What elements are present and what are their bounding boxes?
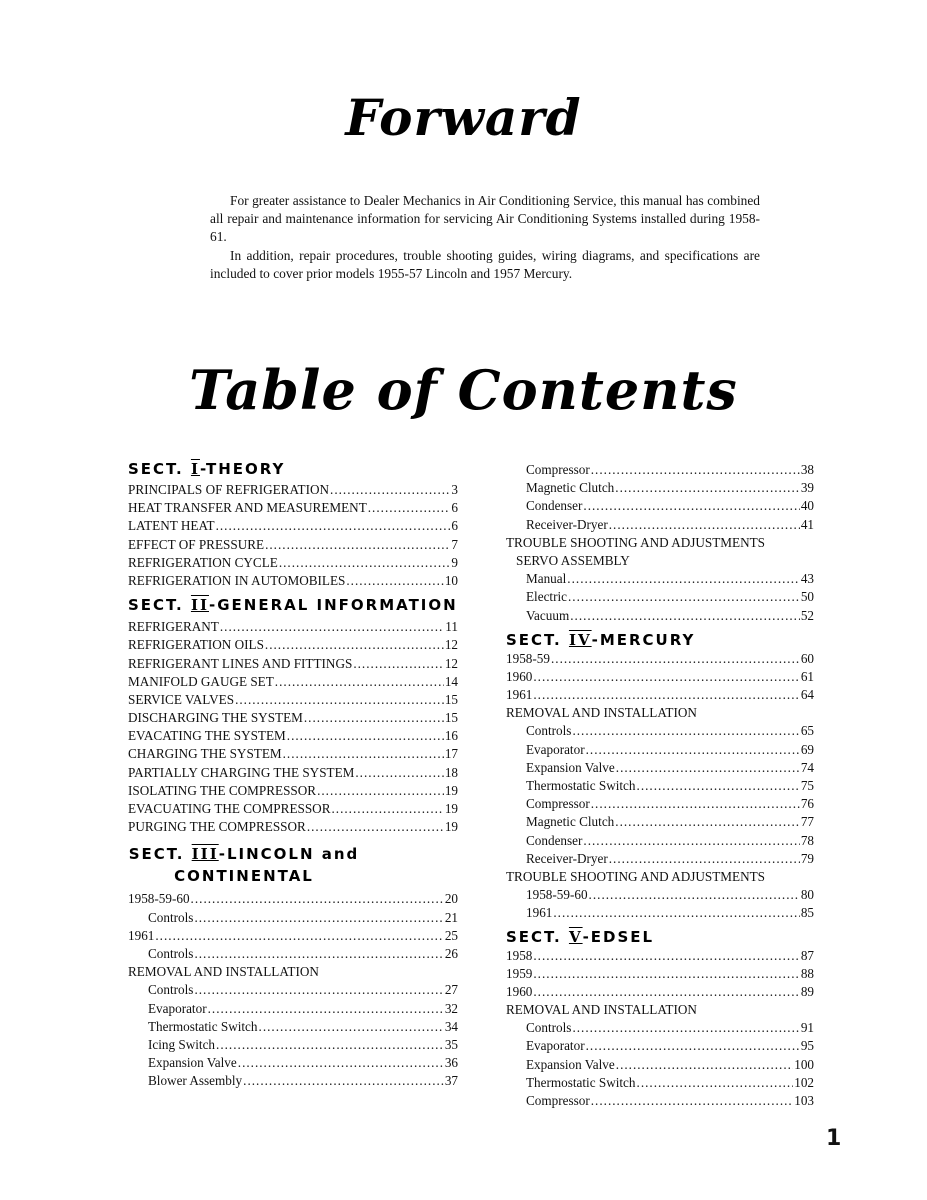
- toc-entry-label: Compressor: [526, 462, 590, 477]
- toc-entry-label: PARTIALLY CHARGING THE SYSTEM: [128, 764, 355, 780]
- toc-entry-page: 61: [800, 668, 814, 684]
- lincoln-removal-entries: [128, 982, 458, 1091]
- toc-entry-page: 19: [444, 819, 458, 835]
- dot-leader: [208, 1001, 444, 1017]
- mercury-entries: [506, 651, 814, 706]
- toc-entry-label: ISOLATING THE COMPRESSOR: [128, 782, 317, 798]
- toc-entry-page: 64: [800, 687, 814, 703]
- toc-entry-label: CHARGING THE SYSTEM: [128, 746, 282, 762]
- toc-entry-page: 27: [444, 982, 458, 998]
- page-number: 1: [826, 1126, 842, 1151]
- toc-entry-page: 18: [444, 764, 458, 780]
- toc-entry-page: 36: [444, 1055, 458, 1071]
- toc-entry-page: 10: [444, 572, 458, 588]
- forward-paragraph: For greater assistance to Dealer Mechanics in Air Conditioning Service, this manual has combined all repair and maintenance information for servicing Air Conditioning Systems installed during 1958-61.: [210, 193, 760, 245]
- toc-entry-page: 85: [800, 905, 814, 921]
- toc-entry: [128, 728, 458, 746]
- dot-leader: [553, 905, 799, 921]
- dot-leader: [533, 984, 799, 1000]
- dot-leader: [287, 728, 444, 744]
- toc-entry: [506, 517, 814, 535]
- toc-entry-page: 15: [444, 691, 458, 707]
- toc-entry-page: 52: [800, 607, 814, 623]
- toc-entry-label: Magnetic Clutch: [526, 480, 615, 496]
- toc-entry-page: 88: [800, 965, 814, 981]
- removal-heading: REMOVAL AND INSTALLATION: [506, 1002, 697, 1018]
- toc-entry-page: 38: [800, 462, 814, 477]
- dot-leader: [368, 500, 451, 516]
- dot-leader: [346, 573, 443, 589]
- dot-leader: [609, 517, 800, 533]
- dot-leader: [637, 778, 800, 794]
- toc-entry-page: 78: [800, 832, 814, 848]
- toc-entry: [128, 1001, 458, 1019]
- toc-entry-page: 7: [451, 536, 458, 552]
- toc-entry-label: PRINCIPALS OF REFRIGERATION: [128, 482, 330, 497]
- toc-entry-label: Icing Switch: [148, 1036, 216, 1052]
- toc-entry-label: Controls: [526, 723, 572, 739]
- toc-entry-page: 50: [800, 589, 814, 605]
- toc-entry-label: Thermostatic Switch: [526, 1074, 636, 1090]
- toc-entry-page: 100: [794, 1056, 814, 1072]
- toc-entry-label: Condenser: [526, 832, 583, 848]
- toc-entry: [506, 948, 814, 966]
- toc-entry: [128, 928, 458, 946]
- toc-entry-label: 1961: [506, 687, 533, 703]
- toc-entry-label: SERVICE VALVES: [128, 691, 235, 707]
- toc-entry: [506, 796, 814, 814]
- toc-entry: [128, 656, 458, 674]
- toc-entry: [128, 746, 458, 764]
- removal-heading: REMOVAL AND INSTALLATION: [128, 964, 319, 980]
- toc-entry-page: 79: [800, 850, 814, 866]
- toc-entry-label: Controls: [148, 945, 194, 961]
- toc-entry-label: REFRIGERANT LINES AND FITTINGS: [128, 655, 353, 671]
- toc-entry: [128, 1055, 458, 1073]
- toc-entry: [506, 778, 814, 796]
- toc-entry-label: Thermostatic Switch: [148, 1018, 258, 1034]
- dot-leader: [609, 851, 800, 867]
- dot-leader: [583, 498, 799, 514]
- trouble-shooting-heading: TROUBLE SHOOTING AND ADJUSTMENTS: [506, 868, 765, 884]
- toc-entry-label: EVACATING THE SYSTEM: [128, 728, 286, 744]
- toc-entry: [128, 1019, 458, 1037]
- toc-entry: [128, 500, 458, 518]
- toc-entry: [128, 482, 458, 500]
- toc-entry: [506, 1075, 814, 1093]
- mercury-removal-entries: [506, 723, 814, 869]
- toc-entry: [506, 905, 814, 923]
- toc-entry: [128, 801, 458, 819]
- dot-leader: [265, 537, 450, 553]
- dot-leader: [307, 819, 444, 835]
- dot-leader: [637, 1075, 794, 1091]
- toc-entry: [128, 783, 458, 801]
- toc-entry-page: 103: [794, 1093, 814, 1108]
- toc-entry-label: EFFECT OF PRESSURE: [128, 536, 265, 552]
- toc-entry-page: 69: [800, 741, 814, 757]
- toc-entry-page: 3: [451, 482, 458, 497]
- toc-entry-page: 12: [444, 637, 458, 653]
- toc-entry: [506, 887, 814, 905]
- toc-entry-page: 60: [800, 650, 814, 666]
- toc-entry: [506, 1020, 814, 1038]
- dot-leader: [533, 948, 799, 964]
- toc-entry: [128, 891, 458, 909]
- toc-entry-label: Electric: [526, 589, 567, 605]
- trouble-shooting-heading: TROUBLE SHOOTING AND ADJUSTMENTS: [506, 534, 765, 550]
- toc-entry: [506, 1093, 814, 1111]
- dot-leader: [194, 946, 443, 962]
- mercury-trouble-entries: [506, 887, 814, 923]
- toc-entry-page: 21: [444, 909, 458, 925]
- toc-entry-page: 6: [451, 518, 458, 534]
- toc-entry-label: 1961: [526, 905, 553, 921]
- dot-leader: [355, 765, 443, 781]
- toc-entry-page: 32: [444, 1000, 458, 1016]
- toc-title: Table of Contents: [189, 358, 738, 422]
- dot-leader: [591, 1093, 793, 1109]
- toc-entry-page: 37: [444, 1073, 458, 1089]
- toc-entry-label: DISCHARGING THE SYSTEM: [128, 710, 303, 726]
- dot-leader: [353, 656, 443, 672]
- dot-leader: [155, 928, 443, 944]
- dot-leader: [570, 608, 800, 624]
- toc-entry-label: Controls: [148, 909, 194, 925]
- toc-entry-page: 75: [800, 778, 814, 793]
- section-heading-mercury: SECT. IV-MERCURY: [506, 630, 696, 649]
- toc-entry-page: 65: [800, 723, 814, 739]
- toc-entry-label: Evaporator: [526, 741, 585, 757]
- toc-entry: [128, 1037, 458, 1055]
- toc-entry-page: 35: [444, 1036, 458, 1052]
- toc-entry-page: 15: [444, 710, 458, 726]
- toc-entry: [506, 966, 814, 984]
- toc-entry-label: 1958-59-60: [128, 891, 190, 907]
- toc-entry-label: Evaporator: [526, 1038, 585, 1054]
- toc-entry: [128, 1073, 458, 1091]
- toc-entry: [128, 537, 458, 555]
- dot-leader: [283, 746, 444, 762]
- toc-entry: [128, 982, 458, 1000]
- dot-leader: [331, 801, 443, 817]
- toc-entry: [128, 910, 458, 928]
- dot-leader: [589, 887, 800, 903]
- toc-entry-page: 26: [444, 945, 458, 961]
- toc-entry: [506, 760, 814, 778]
- dot-leader: [220, 619, 444, 635]
- toc-entry-label: Compressor: [526, 1093, 590, 1108]
- forward-text: [210, 192, 760, 283]
- theory-entries: [128, 482, 458, 591]
- toc-right-column: [506, 462, 814, 1111]
- toc-entry-label: Magnetic Clutch: [526, 814, 615, 830]
- toc-entry-label: REFRIGERATION OILS: [128, 637, 264, 653]
- lincoln-entries: [128, 891, 458, 964]
- toc-entry-page: 87: [800, 947, 814, 963]
- toc-entry: [506, 608, 814, 626]
- toc-entry-label: Thermostatic Switch: [526, 778, 636, 793]
- toc-entry-label: EVACUATING THE COMPRESSOR: [128, 801, 331, 816]
- dot-leader: [235, 692, 444, 708]
- dot-leader: [216, 518, 451, 534]
- toc-entry-page: 19: [444, 782, 458, 798]
- toc-entry: [506, 498, 814, 516]
- toc-entry-label: 1958-59-60: [526, 887, 588, 903]
- toc-entry-label: Receiver-Dryer: [526, 516, 608, 532]
- dot-leader: [615, 814, 800, 830]
- dot-leader: [567, 571, 800, 587]
- toc-entry-page: 14: [444, 673, 458, 689]
- toc-entry-label: Vacuum: [526, 607, 570, 623]
- toc-entry: [128, 710, 458, 728]
- dot-leader: [572, 1020, 799, 1036]
- toc-entry-page: 41: [800, 516, 814, 532]
- toc-entry: [128, 765, 458, 783]
- dot-leader: [317, 783, 444, 799]
- toc-entry-page: 77: [800, 814, 814, 830]
- dot-leader: [243, 1073, 444, 1089]
- toc-entry-label: Expansion Valve: [526, 1056, 615, 1072]
- dot-leader: [586, 1038, 800, 1054]
- dot-leader: [616, 1057, 793, 1073]
- toc-entry-page: 6: [451, 500, 458, 516]
- toc-entry-label: Controls: [148, 982, 194, 998]
- toc-entry: [128, 692, 458, 710]
- dot-leader: [533, 966, 799, 982]
- toc-entry-label: REFRIGERANT: [128, 619, 219, 635]
- toc-entry-label: Manual: [526, 571, 567, 587]
- toc-entry: [128, 555, 458, 573]
- forward-title: Forward: [345, 88, 582, 147]
- toc-entry-label: 1961: [128, 927, 155, 943]
- toc-entry: [506, 687, 814, 705]
- toc-entry: [506, 742, 814, 760]
- toc-entry: [506, 814, 814, 832]
- dot-leader: [591, 796, 800, 812]
- dot-leader: [238, 1055, 444, 1071]
- toc-entry: [128, 674, 458, 692]
- dot-leader: [615, 480, 800, 496]
- toc-entry: [506, 984, 814, 1002]
- lincoln-removal-entries-continued: [506, 462, 814, 535]
- dot-leader: [259, 1019, 444, 1035]
- toc-entry-label: REFRIGERATION IN AUTOMOBILES: [128, 572, 346, 588]
- toc-entry-label: 1959: [506, 965, 533, 981]
- toc-entry: [128, 573, 458, 591]
- dot-leader: [194, 910, 443, 926]
- toc-entry-label: Blower Assembly: [148, 1073, 243, 1089]
- dot-leader: [568, 589, 800, 605]
- toc-entry-label: LATENT HEAT: [128, 518, 215, 534]
- toc-entry-page: 12: [444, 655, 458, 671]
- removal-heading: REMOVAL AND INSTALLATION: [506, 705, 697, 721]
- toc-entry-page: 19: [444, 801, 458, 816]
- servo-entries: [506, 571, 814, 626]
- toc-entry-page: 95: [800, 1038, 814, 1054]
- toc-entry-page: 76: [800, 796, 814, 812]
- section-heading-theory: SECT. I-THEORY: [128, 460, 286, 478]
- toc-entry-page: 11: [445, 619, 458, 635]
- toc-entry: [128, 946, 458, 964]
- toc-entry-label: Compressor: [526, 796, 590, 812]
- general-information-entries: [128, 619, 458, 837]
- dot-leader: [275, 674, 444, 690]
- dot-leader: [533, 669, 799, 685]
- toc-entry-page: 43: [800, 571, 814, 587]
- dot-leader: [304, 710, 444, 726]
- toc-entry-page: 102: [794, 1074, 814, 1090]
- dot-leader: [583, 833, 799, 849]
- dot-leader: [533, 687, 799, 703]
- toc-entry-page: 74: [800, 759, 814, 775]
- dot-leader: [591, 462, 800, 478]
- toc-entry: [128, 637, 458, 655]
- dot-leader: [586, 742, 800, 758]
- dot-leader: [572, 723, 799, 739]
- dot-leader: [551, 651, 800, 667]
- toc-entry: [506, 480, 814, 498]
- toc-entry: [506, 1038, 814, 1056]
- toc-entry-label: Receiver-Dryer: [526, 850, 608, 866]
- toc-entry: [506, 723, 814, 741]
- toc-left-column: [128, 460, 458, 1091]
- toc-entry-label: 1960: [506, 983, 533, 999]
- toc-entry: [128, 819, 458, 837]
- toc-entry-label: Evaporator: [148, 1000, 207, 1016]
- toc-entry-label: MANIFOLD GAUGE SET: [128, 673, 274, 689]
- toc-entry-label: HEAT TRANSFER AND MEASUREMENT: [128, 500, 367, 516]
- toc-entry: [128, 518, 458, 536]
- edsel-entries: [506, 948, 814, 1003]
- toc-entry: [128, 619, 458, 637]
- dot-leader: [191, 891, 444, 907]
- toc-entry-label: PURGING THE COMPRESSOR: [128, 819, 306, 835]
- dot-leader: [616, 760, 800, 776]
- dot-leader: [279, 555, 451, 571]
- toc-entry-page: 17: [444, 746, 458, 762]
- toc-entry-page: 25: [444, 927, 458, 943]
- dot-leader: [330, 482, 450, 498]
- section-heading-lincoln-continental: SECT. III-LINCOLN and CONTINENTAL: [128, 845, 360, 886]
- toc-entry-label: Condenser: [526, 498, 583, 514]
- edsel-removal-entries: [506, 1020, 814, 1111]
- toc-entry-page: 40: [800, 498, 814, 514]
- toc-entry-label: Controls: [526, 1020, 572, 1036]
- toc-entry: [506, 571, 814, 589]
- toc-entry-label: REFRIGERATION CYCLE: [128, 554, 278, 570]
- toc-entry-page: 91: [800, 1020, 814, 1036]
- servo-assembly-heading: SERVO ASSEMBLY: [516, 552, 630, 568]
- dot-leader: [194, 982, 443, 998]
- toc-entry: [506, 851, 814, 869]
- section-heading-edsel: SECT. V-EDSEL: [506, 927, 655, 946]
- toc-entry-label: 1960: [506, 668, 533, 684]
- toc-entry-page: 34: [444, 1018, 458, 1034]
- toc-entry: [506, 589, 814, 607]
- toc-entry-page: 9: [451, 554, 458, 570]
- toc-entry-page: 80: [800, 887, 814, 903]
- dot-leader: [216, 1037, 444, 1053]
- toc-entry-label: 1958: [506, 947, 533, 963]
- toc-entry: [506, 1057, 814, 1075]
- dot-leader: [265, 637, 444, 653]
- toc-entry-page: 39: [800, 480, 814, 496]
- toc-entry: [506, 669, 814, 687]
- section-heading-general-information: SECT. II-GENERAL INFORMATION: [128, 596, 458, 615]
- toc-entry-page: 20: [444, 891, 458, 907]
- toc-entry-label: Expansion Valve: [148, 1055, 237, 1071]
- toc-entry: [506, 833, 814, 851]
- toc-entry-page: 89: [800, 983, 814, 999]
- toc-entry-label: Expansion Valve: [526, 759, 615, 775]
- toc-entry: [506, 462, 814, 480]
- toc-entry-label: 1958-59: [506, 650, 550, 666]
- forward-paragraph: In addition, repair procedures, trouble shooting guides, wiring diagrams, and specifications are included to cover prior models 1955-57 Lincoln and 1957 Mercury.: [210, 247, 760, 281]
- toc-entry: [506, 651, 814, 669]
- toc-entry-page: 16: [444, 728, 458, 744]
